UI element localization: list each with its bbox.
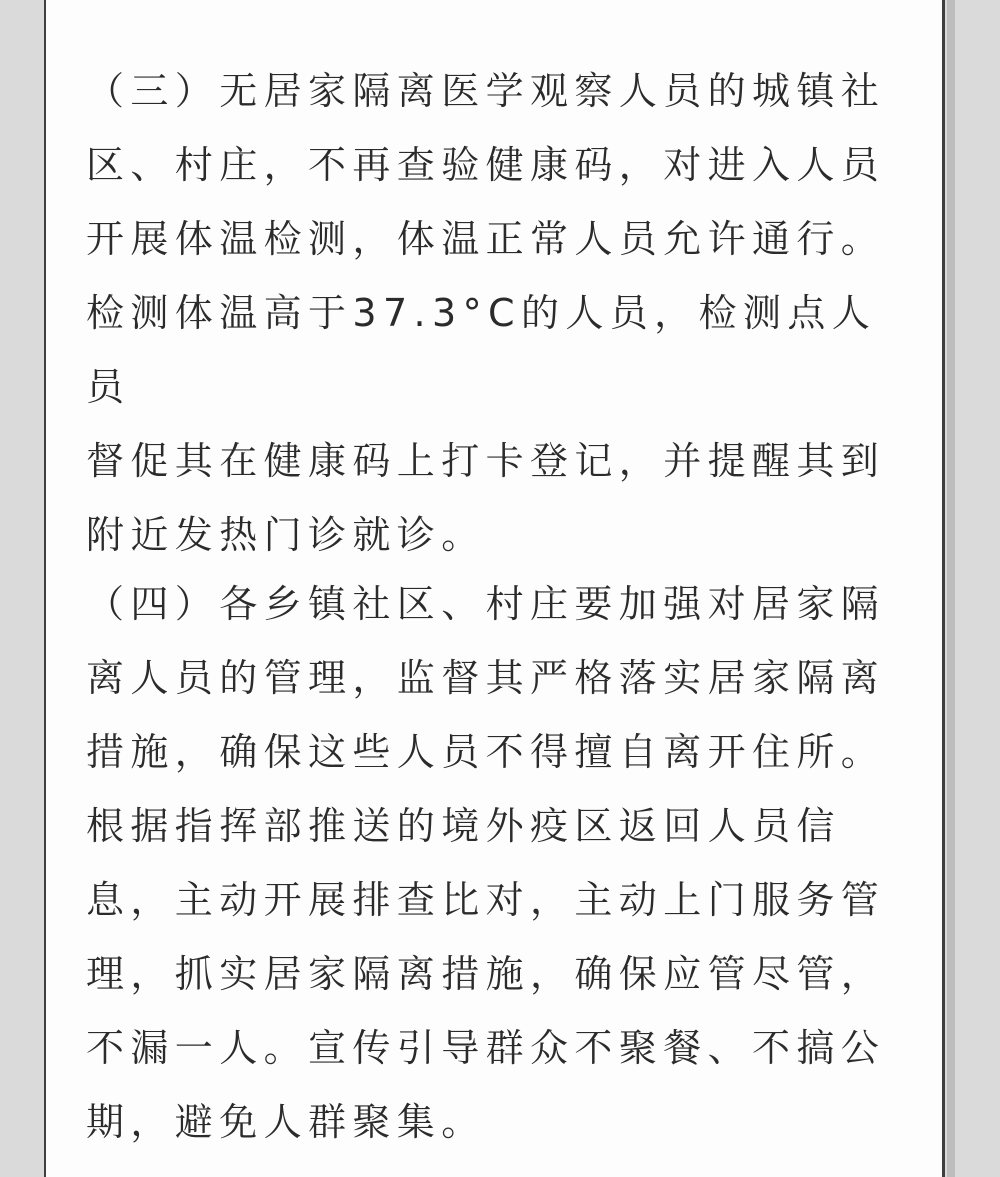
paragraph-section-3: （三）无居家隔离医学观察人员的城镇社 区、村庄，不再查验健康码，对进入人员 开展体温检测，体温正常人员允许通行。 检测体温高于37.3°C的人员，检测点人员 督促其在健康码上打卡登记，并提醒其到 附近发热门诊就诊。 xyxy=(86,69,886,557)
page-edge xyxy=(947,0,955,1177)
paragraph-section-4: （四）各乡镇社区、村庄要加强对居家隔 离人员的管理，监督其严格落实居家隔离 措施，确保这些人员不得擅自离开住所。 根据指挥部推送的境外疫区返回人员信 息，主动开展排查比对，主动上门服务管 理，抓实居家隔离措施，确保应管尽管， 不漏一人。宣传引导群众不聚餐、不搞公 期，避免人群聚集。 xyxy=(86,582,886,1144)
